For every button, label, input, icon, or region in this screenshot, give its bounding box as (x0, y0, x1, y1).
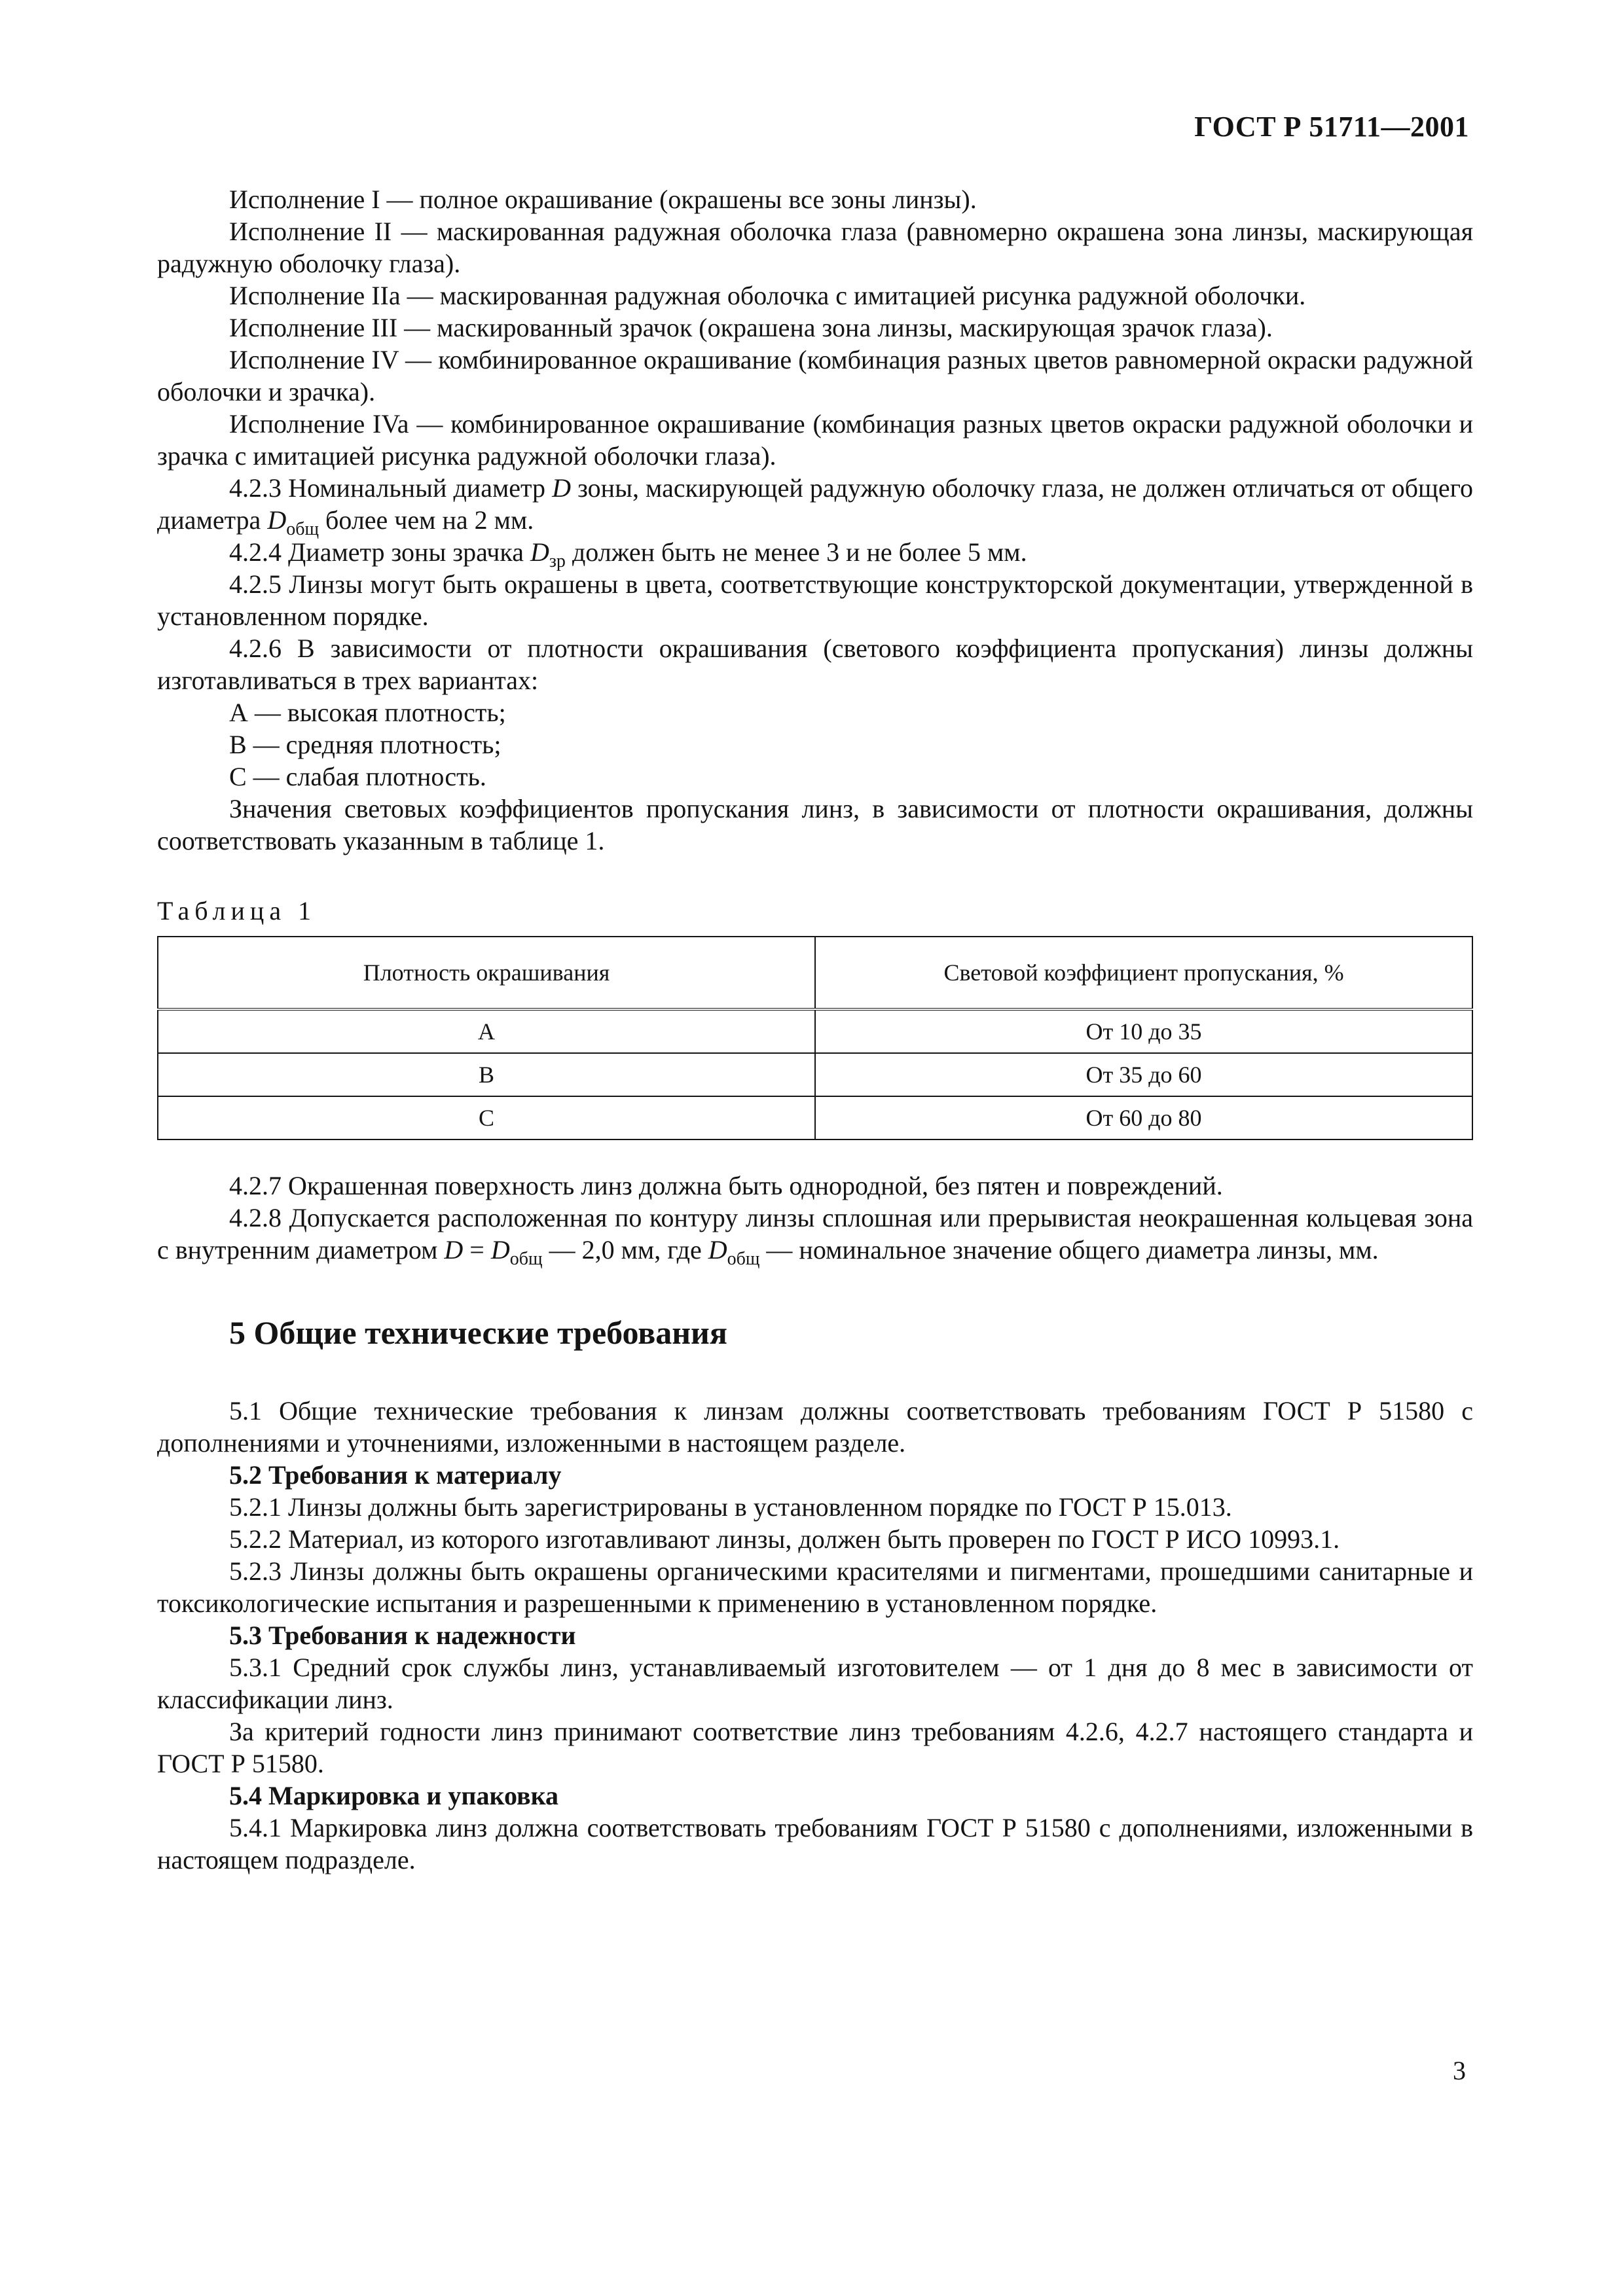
density-item-c: С — слабая плотность. (229, 762, 486, 791)
table-caption: Таблица 1 (157, 896, 317, 925)
density-item-b: В — средняя плотность; (229, 730, 501, 759)
paragraph-5-2-1: 5.2.1 Линзы должны быть зарегистрированы в установленном порядке по ГОСТ Р 15.013. (229, 1492, 1232, 1522)
table-row (158, 1009, 1472, 1053)
paragraph-4-2-3: 4.2.3 Номинальный диаметр D зоны, маскирующей радужную оболочку глаза, не должен отличаться от общего диаметра $D_{общ}$ более чем на 2 мм. (157, 473, 1473, 539)
table-cell: От 60 до 80 (815, 1096, 1472, 1139)
table-header-row (158, 937, 1472, 1009)
paragraph-4-2-8: 4.2.8 Допускается расположенная по контуру линзы сплошная или прерывистая неокрашенная кольцевая зона с внутренним диаметром $D = D_{общ}$ — 2,0 мм, где $D_{общ}$ — номинальное значение общего диаметра линзы, мм. (157, 1203, 1473, 1269)
density-item-a: А — высокая плотность; (229, 698, 506, 727)
paragraph-values-intro: Значения световых коэффициентов пропускания линз, в зависимости от плотности окрашивания, должны соответствовать указанным в таблице 1. (157, 794, 1473, 855)
document-body (157, 183, 1473, 1876)
paragraph-criteria: За критерий годности линз принимают соответствие линз требованиям 4.2.6, 4.2.7 настоящего стандарта и ГОСТ Р 51580. (157, 1717, 1473, 1778)
page-number: 3 (1453, 2056, 1466, 2085)
paragraph-4-2-7: 4.2.7 Окрашенная поверхность линз должна быть однородной, без пятен и повреждений. (229, 1171, 1223, 1200)
table-row (158, 1053, 1472, 1096)
table-cell: От 35 до 60 (815, 1053, 1472, 1096)
table-cell: От 10 до 35 (815, 1009, 1472, 1053)
subsection-5-2-heading: 5.2 Требования к материалу (229, 1460, 562, 1490)
variant-iia: Исполнение IIа — маскированная радужная оболочка с имитацией рисунка радужной оболочки. (229, 281, 1306, 310)
paragraph-5-2-3: 5.2.3 Линзы должны быть окрашены органическими красителями и пигментами, прошедшими санитарные и токсикологические испытания и разрешенными к применению в установленном порядке. (157, 1556, 1473, 1618)
table-1 (157, 936, 1473, 1140)
variant-iii: Исполнение III — маскированный зрачок (окрашена зона линзы, маскирующая зрачок глаза). (229, 313, 1273, 342)
table-row (158, 1096, 1472, 1139)
variant-i: Исполнение I — полное окрашивание (окрашены все зоны линзы). (229, 185, 977, 214)
variant-iv: Исполнение IV — комбинированное окрашивание (комбинация разных цветов равномерной окраски радужной оболочки и зрачка). (157, 345, 1473, 406)
table-header-cell: Плотность окрашивания (158, 937, 815, 1009)
variant-ii: Исполнение II — маскированная радужная оболочка глаза (равномерно окрашена зона линзы, маскирующая радужную оболочку глаза). (157, 217, 1473, 278)
table-cell: С (158, 1096, 815, 1139)
page-header-standard-id: ГОСТ Р 51711—2001 (1194, 111, 1469, 143)
table-cell: А (158, 1009, 815, 1053)
paragraph-5-1: 5.1 Общие технические требования к линзам должны соответствовать требованиям ГОСТ Р 51580 с дополнениями и уточнениями, изложенными в настоящем разделе. (157, 1396, 1473, 1458)
paragraph-5-3-1: 5.3.1 Средний срок службы линз, устанавливаемый изготовителем — от 1 дня до 8 мес в зависимости от классификации линз. (157, 1653, 1473, 1714)
table-header-cell: Световой коэффициент пропускания, % (815, 937, 1472, 1009)
subsection-5-4-heading: 5.4 Маркировка и упаковка (229, 1781, 559, 1810)
paragraph-4-2-4: 4.2.4 Диаметр зоны зрачка $D_{зр}$ должен быть не менее 3 и не более 5 мм. (229, 537, 1027, 571)
paragraph-4-2-5: 4.2.5 Линзы могут быть окрашены в цвета, соответствующие конструкторской документации, утвержденной в установленном порядке. (157, 569, 1473, 631)
subsection-5-3-heading: 5.3 Требования к надежности (229, 1621, 576, 1650)
table-cell: В (158, 1053, 815, 1096)
paragraph-4-2-6: 4.2.6 В зависимости от плотности окрашивания (светового коэффициента пропускания) линзы должны изготавливаться в трех вариантах: (157, 634, 1473, 695)
variant-iva: Исполнение IVa — комбинированное окрашивание (комбинация разных цветов окраски радужной оболочки и зрачка с имитацией рисунка радужной оболочки глаза). (157, 409, 1473, 471)
paragraph-5-4-1: 5.4.1 Маркировка линз должна соответствовать требованиям ГОСТ Р 51580 с дополнениями, изложенными в настоящем подразделе. (157, 1813, 1473, 1874)
paragraph-5-2-2: 5.2.2 Материал, из которого изготавливают линзы, должен быть проверен по ГОСТ Р ИСО 10993.1. (229, 1524, 1340, 1554)
section-5-title: 5 Общие технические требования (229, 1314, 727, 1351)
